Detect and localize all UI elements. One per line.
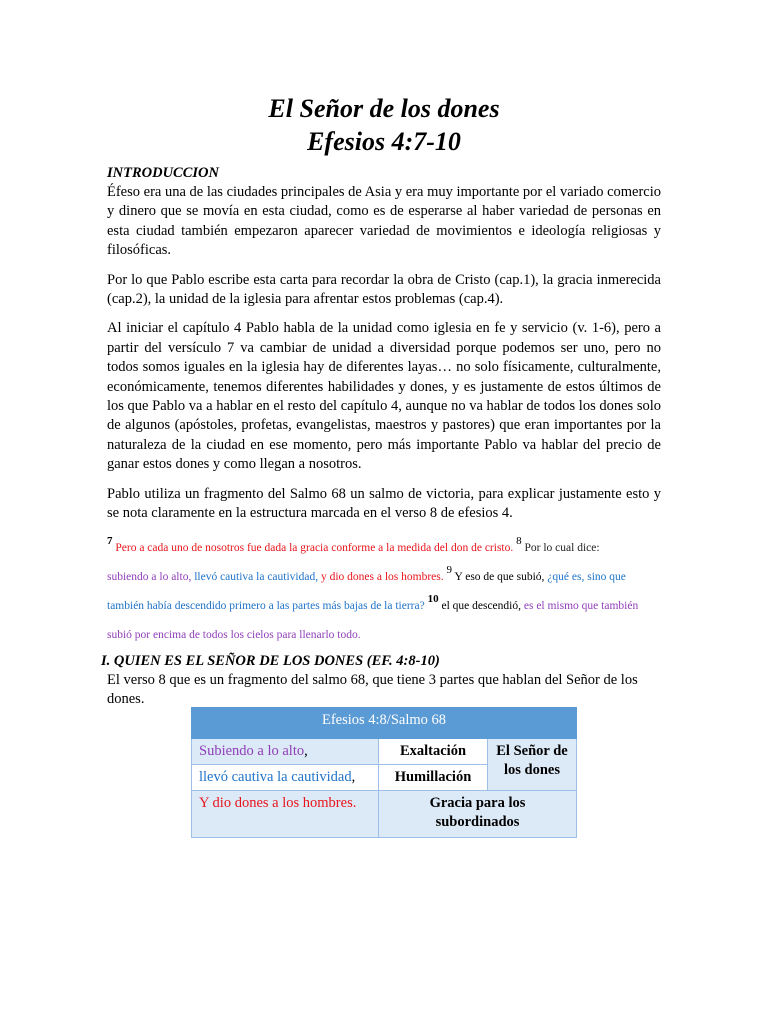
section-1-heading: I. QUIEN ES EL SEÑOR DE LOS DONES (EF. 4:8-10) bbox=[101, 652, 440, 669]
verse-9-text-a: Y eso de que subió, bbox=[454, 570, 545, 583]
verse-10-number: 10 bbox=[427, 592, 439, 605]
paragraph-2: Por lo que Pablo escribe esta carta para recordar la obra de Cristo (cap.1), la gracia inmerecida (cap.2), la unidad de la iglesia para afrentar estos problemas (cap.4). bbox=[107, 271, 661, 308]
verse-8-part-2: llevó cautiva la cautividad, bbox=[194, 570, 319, 583]
section-1-body: El verso 8 que es un fragmento del salmo 68, que tiene 3 partes que hablan del Señor de los dones. bbox=[107, 671, 638, 707]
verse-8-part-1: subiendo a lo alto, bbox=[107, 570, 192, 583]
verse-10-text-b: es el mismo que también subió por encima de todos los cielos para llenarlo todo. bbox=[107, 599, 639, 641]
title-line-1: El Señor de los dones bbox=[268, 94, 500, 123]
verse-8-intro: Por lo cual dice: bbox=[524, 541, 600, 554]
table-cell-exaltacion: Exaltación bbox=[379, 739, 488, 765]
table-header: Efesios 4:8/Salmo 68 bbox=[192, 708, 577, 739]
intro-heading: INTRODUCCION bbox=[107, 165, 219, 181]
table-text-dones: Y dio dones a los hombres. bbox=[199, 795, 357, 811]
verse-9-text-b: ¿qué es, sino que también había descendido primero a las partes más bajas de la tierra? bbox=[107, 570, 626, 612]
verse-9-number: 9 bbox=[446, 563, 453, 576]
verse-10-text-a: el que descendió, bbox=[441, 599, 521, 612]
psalm-table bbox=[191, 707, 577, 838]
verse-8-number: 8 bbox=[516, 534, 522, 547]
title-line-2: Efesios 4:7-10 bbox=[307, 127, 461, 156]
table-cell-subiendo bbox=[192, 739, 379, 765]
table-cell-senor: El Señor de los dones bbox=[488, 739, 577, 791]
verse-8-part-3: y dio dones a los hombres. bbox=[320, 570, 444, 583]
table-comma-1: , bbox=[304, 743, 308, 759]
table-comma-2: , bbox=[351, 769, 356, 785]
table-cell-gracia: Gracia para los subordinados bbox=[379, 791, 577, 838]
paragraph-3: Al iniciar el capítulo 4 Pablo habla de la unidad como iglesia en fe y servicio (v. 1-6), pero a partir del versículo 7 va cambiar de unidad a diversidad porque podemos ser uno, pero no todos somos iguales en la iglesia hay de diferentes layas… no solo físicamente, culturalmente, económicamente, tenemos diferentes habilidades y dones, y es justamente de estos últimos de los que Pablo va a hablar en el resto del capítulo 4, aunque no va hablar de todos los dones solo de algunos (apóstoles, profetas, evangelistas, maestros y pastores) que eran importantes por la naturaleza de la ciudad en ese momento, pero más importante Pablo va hablar del precio de ganar estos dones y como llegan a nosotros. bbox=[107, 320, 661, 473]
verse-block bbox=[107, 534, 661, 650]
table-text-subiendo: Subiendo a lo alto bbox=[199, 743, 305, 759]
table-text-cautividad: llevó cautiva la cautividad bbox=[199, 769, 352, 785]
table-cell-dones bbox=[192, 791, 379, 838]
verse-7-text: Pero a cada uno de nosotros fue dada la gracia conforme a la medida del don de cristo. bbox=[115, 541, 514, 554]
paragraph-1: Éfeso era una de las ciudades principales de Asia y era muy importante por el variado comercio y dinero que se movía en esta ciudad, como es de esperarse al haber variedad de personas en esta ciudad también empezaron aparecer variedad de movimientos e ideología religiosas y filosóficas. bbox=[107, 184, 662, 259]
document-page bbox=[101, 92, 662, 709]
table-cell-humillacion: Humillación bbox=[379, 765, 488, 791]
verse-7-number: 7 bbox=[107, 534, 113, 547]
table-cell-cautividad bbox=[192, 765, 379, 791]
paragraph-4: Pablo utiliza un fragmento del Salmo 68 un salmo de victoria, para explicar justamente esto y se nota claramente en la estructura marcada en el verso 8 de efesios 4. bbox=[107, 485, 661, 522]
